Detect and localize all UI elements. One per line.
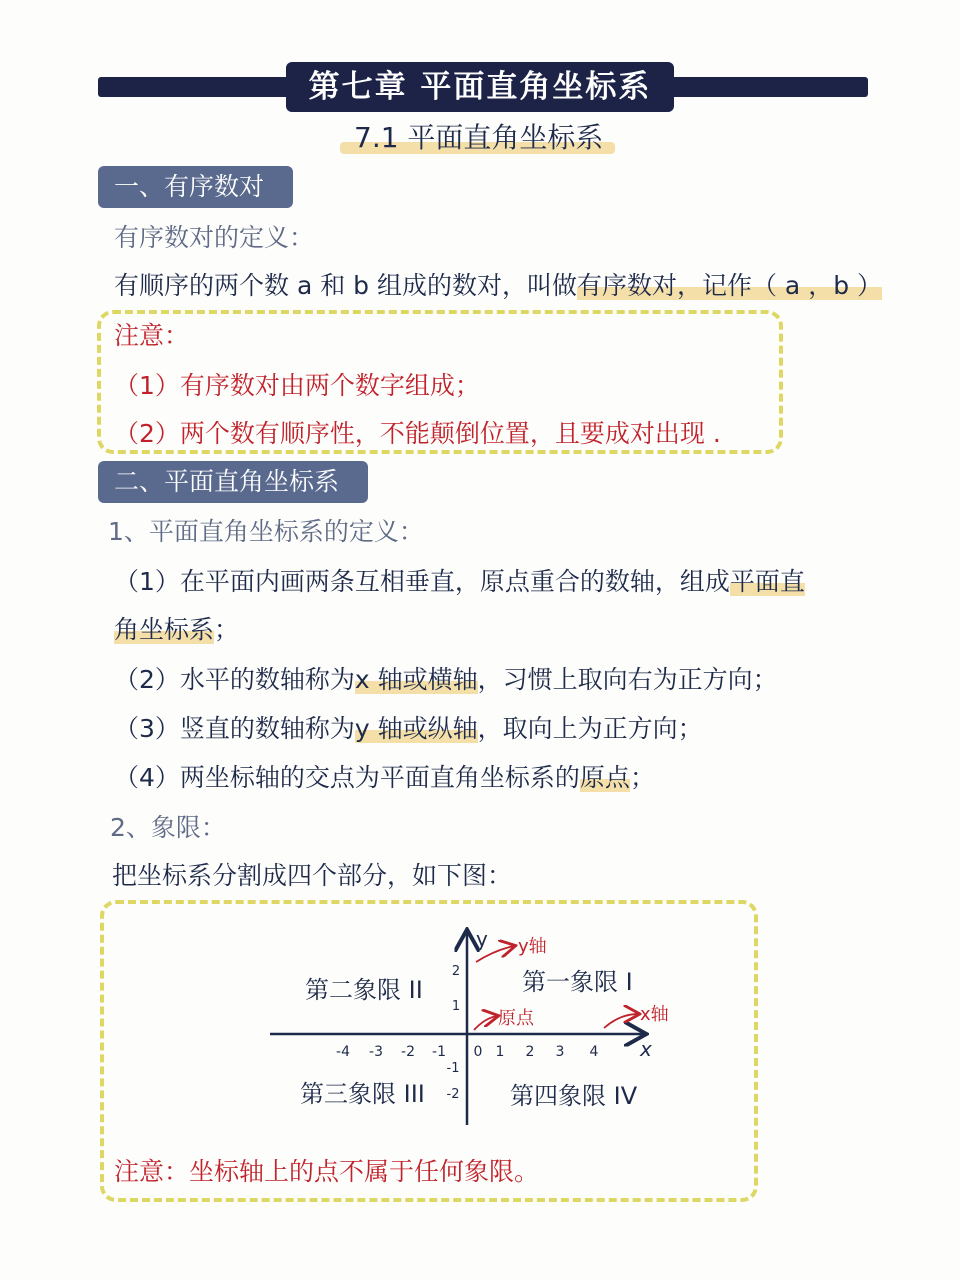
ordered-pair-def-label: 有序数对的定义：: [114, 223, 315, 252]
item1-end: ；: [214, 615, 240, 644]
x-tick: 3: [555, 1044, 565, 1060]
def-text-b: 有序数对，记作（ a ，b ）: [576, 271, 883, 300]
note-item-2: （2）两个数有顺序性，不能颠倒位置，且要成对出现 .: [114, 419, 721, 448]
y-tick: -2: [446, 1087, 460, 1102]
quadrant-label: 2、象限：: [110, 813, 226, 842]
item1-text: （1）在平面内画两条互相垂直，原点重合的数轴，组成: [114, 567, 730, 596]
x-tick: 4: [589, 1044, 599, 1060]
x-tick: -1: [432, 1044, 446, 1060]
def-text-a: 有顺序的两个数 a 和 b 组成的数对，叫做: [114, 271, 577, 300]
item3-text: （3）竖直的数轴称为: [114, 714, 355, 743]
item1-highlight: 平面直: [729, 567, 805, 596]
chapter-title: 第七章 平面直角坐标系: [286, 62, 674, 112]
x-tick: 1: [495, 1044, 505, 1060]
y-tick: 1: [451, 999, 461, 1014]
y-tick: -1: [446, 1061, 460, 1076]
quadrant-1-label: 第一象限 I: [522, 968, 633, 996]
y-axis-note-text: y轴: [518, 936, 547, 957]
x-tick: -3: [369, 1044, 383, 1060]
item2-end: ，习惯上取向右为正方向；: [477, 665, 778, 694]
quadrant-2-label: 第二象限 II: [305, 976, 423, 1004]
y-tick: 2: [451, 964, 461, 979]
note-item-1: （1）有序数对由两个数字组成；: [114, 371, 480, 400]
heading-coordinate-system: 二、平面直角坐标系: [98, 461, 368, 503]
quadrant-note: 注意：坐标轴上的点不属于任何象限。: [114, 1157, 540, 1186]
quadrant-4-label: 第四象限 IV: [510, 1082, 638, 1110]
item3-highlight: y 轴或纵轴: [354, 714, 478, 743]
origin-note: 原点: [498, 1008, 534, 1029]
note-label: 注意：: [114, 321, 190, 350]
x-tick-origin: 0: [473, 1044, 483, 1060]
quadrant-text: 把坐标系分割成四个部分，如下图：: [112, 861, 513, 890]
x-axis-note-arrow: [604, 1014, 638, 1028]
heading-ordered-pairs: 一、有序数对: [98, 166, 293, 208]
coord-def-label: 1、平面直角坐标系的定义：: [108, 517, 424, 546]
x-tick: -4: [336, 1044, 350, 1060]
x-tick: -2: [401, 1044, 415, 1060]
x-axis-note: x轴: [640, 1004, 669, 1025]
section-title-text: 7.1 平面直角坐标系: [354, 121, 604, 154]
item4-highlight: 原点: [579, 763, 630, 792]
x-tick: 2: [525, 1044, 535, 1060]
x-axis-letter: x: [640, 1037, 652, 1061]
origin-note-arrow: [474, 1016, 497, 1030]
item1-highlight-cont: 角坐标系: [114, 615, 215, 644]
item3-end: ，取向上为正方向；: [477, 714, 703, 743]
y-axis-letter: y: [476, 927, 488, 951]
item2-text: （2）水平的数轴称为: [114, 665, 355, 694]
item2-highlight: x 轴或横轴: [354, 665, 478, 694]
item4-end: ；: [629, 763, 655, 792]
item4-text: （4）两坐标轴的交点为平面直角坐标系的: [114, 763, 580, 792]
quadrant-3-label: 第三象限 III: [300, 1080, 425, 1108]
